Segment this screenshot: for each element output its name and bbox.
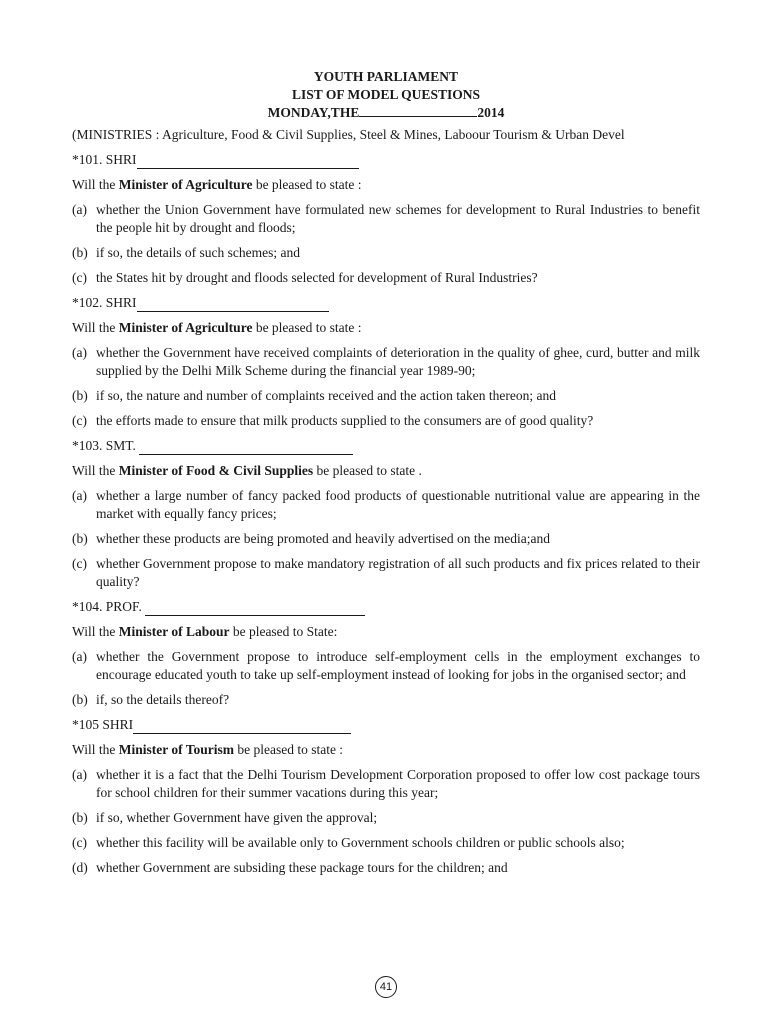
page-number: 41 [375, 976, 397, 998]
question-number [72, 294, 700, 312]
item-text: whether the Government propose to introduce self-employment cells in the employment exchanges to encourage educated youth to take up self-employment instead of looking for jobs in the organised sector; and [96, 649, 700, 682]
questions-list [72, 151, 700, 877]
question-number-label: *104. PROF. [72, 599, 146, 614]
minister-name: Minister of Agriculture [118, 177, 253, 192]
question-block [72, 294, 700, 430]
item-text: whether Government are subsiding these package tours for the children; and [96, 860, 508, 875]
minister-intro [72, 319, 700, 337]
item-label: (a) [72, 488, 87, 503]
question-item [72, 412, 700, 430]
minister-intro [72, 741, 700, 759]
date-blank [359, 104, 477, 117]
question-item [72, 487, 700, 523]
intro-suffix: be pleased to state : [252, 177, 362, 192]
date-prefix: MONDAY,THE [267, 105, 360, 120]
item-text: whether the Union Government have formulated new schemes for development to Rural Industries to benefit the people hit by drought and floods; [96, 202, 700, 235]
question-item [72, 834, 700, 852]
question-block [72, 151, 700, 287]
question-item [72, 244, 700, 262]
question-item [72, 387, 700, 405]
item-label: (a) [72, 649, 87, 664]
question-item [72, 648, 700, 684]
item-text: whether Government propose to make mandatory registration of all such products and fix prices related to their quality? [96, 556, 700, 589]
item-label: (b) [72, 692, 88, 707]
item-label: (a) [72, 345, 87, 360]
item-text: whether it is a fact that the Delhi Tourism Development Corporation proposed to offer low cost package tours for school children for their summer vacations during this year; [96, 767, 700, 800]
header-date [72, 104, 700, 122]
item-text: whether a large number of fancy packed food products of questionable nutritional value are appearing in the market with equally fancy prices; [96, 488, 700, 521]
item-label: (c) [72, 270, 87, 285]
item-text: whether these products are being promoted and heavily advertised on the media;and [96, 531, 550, 546]
item-text: if so, the details of such schemes; and [96, 245, 300, 260]
question-item [72, 691, 700, 709]
item-label: (d) [72, 860, 88, 875]
question-block [72, 598, 700, 709]
minister-name: Minister of Agriculture [118, 320, 253, 335]
question-number-label: *102. SHRI [72, 295, 137, 310]
question-block [72, 716, 700, 877]
document-page [72, 68, 700, 877]
item-text: if so, the nature and number of complaints received and the action taken thereon; and [96, 388, 556, 403]
question-number [72, 716, 700, 734]
question-item [72, 555, 700, 591]
question-block [72, 437, 700, 591]
member-name-blank [137, 155, 359, 169]
question-item [72, 766, 700, 802]
item-text: the efforts made to ensure that milk products supplied to the consumers are of good quality? [96, 413, 594, 428]
intro-prefix: Will the [72, 463, 119, 478]
item-text: whether this facility will be available only to Government schools children or public schools also; [96, 835, 625, 850]
question-number-label: *103. SMT. [72, 438, 140, 453]
question-item [72, 809, 700, 827]
question-number [72, 437, 700, 455]
minister-intro [72, 176, 700, 194]
item-label: (c) [72, 835, 87, 850]
member-name-blank [145, 602, 365, 616]
item-label: (b) [72, 388, 88, 403]
header-subtitle: LIST OF MODEL QUESTIONS [292, 87, 480, 102]
intro-prefix: Will the [72, 177, 119, 192]
item-label: (b) [72, 531, 88, 546]
minister-intro [72, 462, 700, 480]
item-text: if so, whether Government have given the approval; [96, 810, 378, 825]
ministries-line: (MINISTRIES : Agriculture, Food & Civil Supplies, Steel & Mines, Laboour Tourism & Urban Devel [72, 127, 625, 142]
member-name-blank [139, 441, 353, 455]
minister-name: Minister of Tourism [118, 742, 234, 757]
intro-suffix: be pleased to state : [233, 742, 344, 757]
question-number-label: *101. SHRI [72, 152, 137, 167]
member-name-blank [137, 298, 329, 312]
intro-suffix: be pleased to state : [252, 320, 362, 335]
item-text: if, so the details thereof? [96, 692, 230, 707]
item-text: the States hit by drought and floods selected for development of Rural Industries? [96, 270, 538, 285]
item-label: (b) [72, 810, 88, 825]
question-item [72, 201, 700, 237]
minister-name: Minister of Food & Civil Supplies [118, 463, 314, 478]
question-item [72, 269, 700, 287]
item-label: (c) [72, 556, 87, 571]
question-number-label: *105 SHRI [72, 717, 134, 732]
member-name-blank [133, 720, 351, 734]
intro-prefix: Will the [72, 320, 119, 335]
item-label: (a) [72, 767, 87, 782]
intro-suffix: be pleased to state . [313, 463, 422, 478]
question-number [72, 151, 700, 169]
item-text: whether the Government have received complaints of deterioration in the quality of ghee, curd, butter and milk supplied by the Delhi Milk Scheme during the financial year 1989-90; [96, 345, 700, 378]
minister-intro [72, 623, 700, 641]
item-label: (b) [72, 245, 88, 260]
date-year: 2014 [477, 105, 505, 120]
header-title: YOUTH PARLIAMENT [313, 69, 459, 84]
intro-suffix: be pleased to State: [229, 624, 338, 639]
intro-prefix: Will the [72, 742, 119, 757]
item-label: (a) [72, 202, 87, 217]
item-label: (c) [72, 413, 87, 428]
question-item [72, 530, 700, 548]
question-item [72, 859, 700, 877]
question-number [72, 598, 700, 616]
question-item [72, 344, 700, 380]
minister-name: Minister of Labour [118, 624, 230, 639]
intro-prefix: Will the [72, 624, 119, 639]
